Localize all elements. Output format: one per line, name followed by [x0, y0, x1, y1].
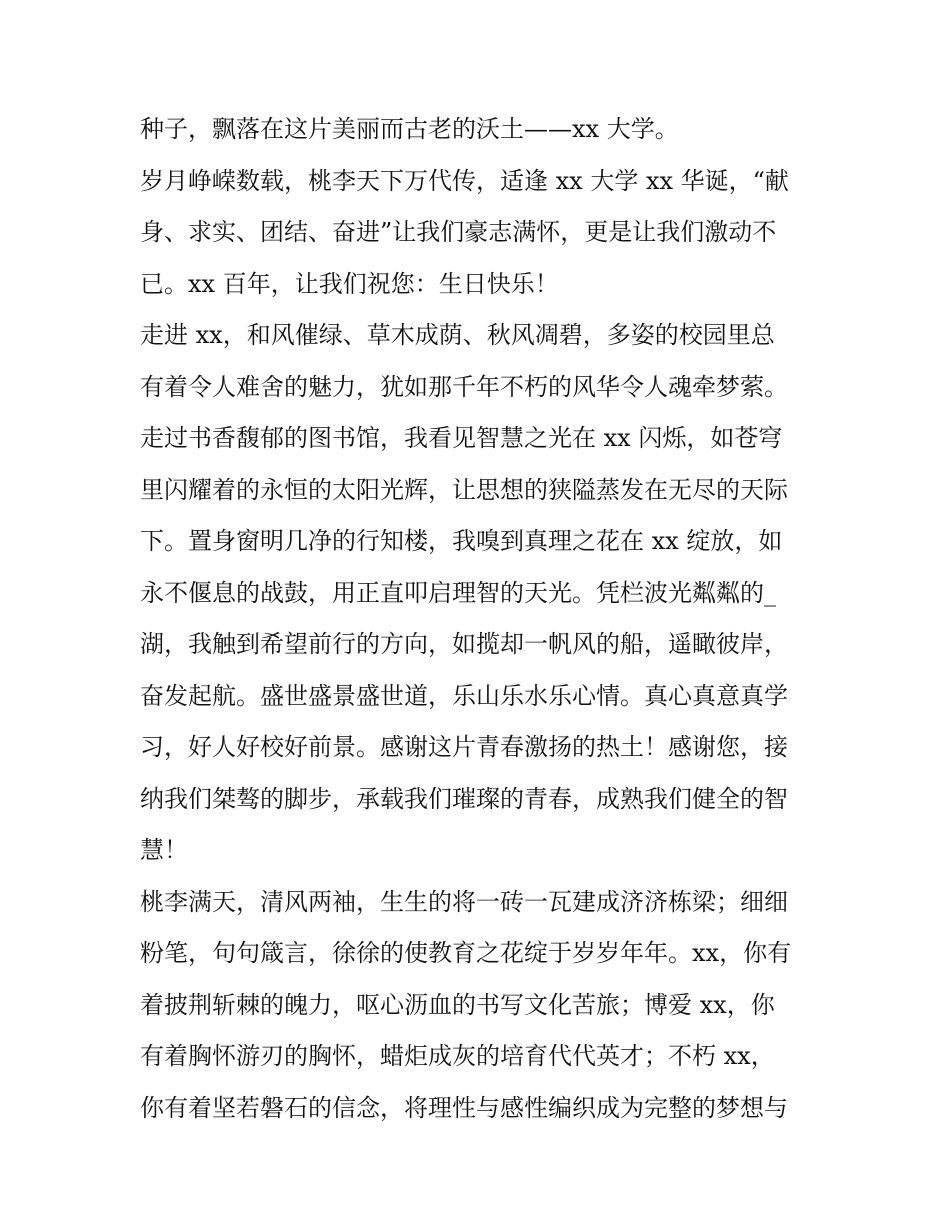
text-line: 湖，我触到希望前行的方向，如揽却一帆风的船，遥瞰彼岸， [140, 630, 788, 658]
text-line: 纳我们桀骜的脚步，承载我们璀璨的青春，成熟我们健全的智 [140, 784, 788, 813]
text-line: 走过书香馥郁的图书馆，我看见智慧之光在 xx 闪烁，如苍穹 [140, 424, 783, 452]
text-line: 岁月峥嵘数载，桃李天下万代传，适逢 xx 大学 xx 华诞，“献 [140, 166, 789, 195]
text-line: 奋发起航。盛世盛景盛世道，乐山乐水乐心情。真心真意真学 [140, 681, 788, 710]
text-line: 已。xx 百年，让我们祝您：生日快乐！ [140, 269, 559, 298]
text-line: 有着令人难舍的魅力，犹如那千年不朽的风华令人魂牵梦萦。 [140, 372, 788, 401]
text-line: 有着胸怀游刃的胸怀，蜡炬成灰的培育代代英才；不朽 xx， [140, 1042, 775, 1070]
text-line: 走进 xx，和风催绿、草木成荫、秋风凋碧，多姿的校园里总 [140, 321, 775, 349]
text-line: 身、求实、团结、奋进”让我们豪志满怀，更是让我们激动不 [140, 218, 777, 246]
text-line: 永不偃息的战鼓，用正直叩启理智的天光。凭栏波光粼粼的_ [140, 578, 776, 607]
text-line: 你有着坚若磐石的信念，将理性与感性编织成为完整的梦想与 [140, 1093, 788, 1122]
text-line: 桃李满天，清风两袖，生生的将一砖一瓦建成济济栋梁；细细 [140, 887, 788, 916]
text-line: 着披荆斩棘的魄力，呕心沥血的书写文化苦旅；博爱 xx，你 [140, 990, 775, 1019]
text-line: 里闪耀着的永恒的太阳光辉，让思想的狭隘蒸发在无尽的天际 [140, 475, 788, 504]
text-line: 粉笔，句句箴言，徐徐的使教育之花绽于岁岁年年。xx，你有 [140, 939, 792, 967]
text-line: 下。置身窗明几净的行知楼，我嗅到真理之花在 xx 绽放，如 [140, 527, 783, 555]
text-line: 慧！ [140, 836, 188, 864]
text-line: 种子，飘落在这片美丽而古老的沃土——xx 大学。 [140, 115, 679, 143]
document-body [140, 104, 820, 1134]
text-line: 习，好人好校好前景。感谢这片青春激扬的热土！感谢您，接 [140, 733, 788, 761]
